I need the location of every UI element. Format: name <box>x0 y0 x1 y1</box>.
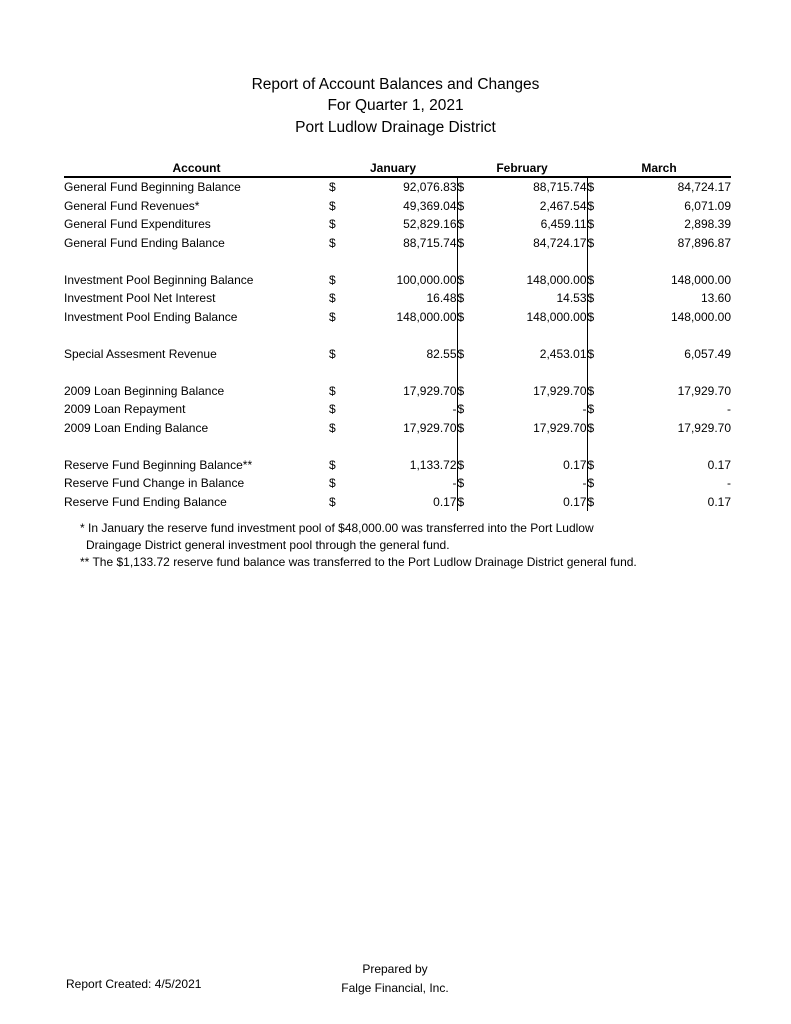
amount-cell: 6,459.11 <box>479 215 587 234</box>
currency-symbol: $ <box>329 309 336 324</box>
account-name: Reserve Fund Ending Balance <box>64 494 227 509</box>
table-row <box>64 271 731 290</box>
footnotes <box>80 520 637 571</box>
currency-symbol: $ <box>329 420 336 435</box>
amount-cell: 52,829.16 <box>349 215 457 234</box>
balances-table <box>64 159 731 511</box>
footnote-1: * In January the reserve fund investment pool of $48,000.00 was transferred into the Port Ludlow <box>80 521 594 535</box>
currency-symbol: $ <box>457 476 465 490</box>
spacer-row <box>64 326 731 345</box>
currency-symbol: $ <box>587 346 595 361</box>
amount-cell: 17,929.70 <box>349 382 457 401</box>
table-row <box>64 419 731 438</box>
amount-cell: 2,453.01 <box>479 345 587 364</box>
amount-cell: 6,057.49 <box>684 346 731 361</box>
amount-cell: 6,071.09 <box>684 198 731 213</box>
table-row <box>64 177 731 197</box>
table-row <box>64 308 731 327</box>
table-row <box>64 197 731 216</box>
currency-symbol: $ <box>457 494 465 509</box>
table-row <box>64 289 731 308</box>
currency-symbol: $ <box>587 235 595 250</box>
amount-cell: 92,076.83 <box>349 177 457 197</box>
currency-symbol: $ <box>457 383 465 398</box>
currency-symbol: $ <box>457 180 465 194</box>
table-row <box>64 474 731 493</box>
currency-symbol: $ <box>329 180 336 194</box>
amount-cell: 17,929.70 <box>349 419 457 438</box>
district-name: Port Ludlow Drainage District <box>295 119 496 136</box>
column-header-account: Account <box>64 159 329 177</box>
currency-symbol: $ <box>329 272 336 287</box>
report-title: Report of Account Balances and Changes <box>251 76 540 93</box>
report-created-date: Report Created: 4/5/2021 <box>66 977 202 991</box>
currency-symbol: $ <box>457 272 465 287</box>
currency-symbol: $ <box>329 476 336 490</box>
currency-symbol: $ <box>457 217 465 231</box>
currency-symbol: $ <box>329 291 336 305</box>
column-header-february: February <box>457 159 587 177</box>
amount-cell: 84,724.17 <box>677 180 731 194</box>
amount-cell: 148,000.00 <box>670 309 731 324</box>
footnote-2: ** The $1,133.72 reserve fund balance was transferred to the Port Ludlow Drainage District general fund. <box>80 555 637 569</box>
amount-cell: 100,000.00 <box>349 271 457 290</box>
amount-cell: 17,929.70 <box>677 383 731 398</box>
table-row <box>64 400 731 419</box>
currency-symbol: $ <box>587 291 595 305</box>
currency-symbol: $ <box>587 494 595 509</box>
amount-cell: 17,929.70 <box>677 420 731 435</box>
amount-cell: 148,000.00 <box>670 272 731 287</box>
amount-cell: 49,369.04 <box>349 197 457 216</box>
amount-cell: - <box>479 474 587 493</box>
amount-cell: 148,000.00 <box>349 308 457 327</box>
amount-cell: 14.53 <box>479 289 587 308</box>
account-name: Reserve Fund Change in Balance <box>64 476 245 490</box>
table-row <box>64 234 731 253</box>
account-name: Reserve Fund Beginning Balance** <box>64 457 253 472</box>
amount-cell: 13.60 <box>700 291 731 305</box>
amount-cell: 2,898.39 <box>684 217 731 231</box>
currency-symbol: $ <box>329 235 336 250</box>
account-name: Investment Pool Net Interest <box>64 291 216 305</box>
amount-cell: 17,929.70 <box>479 382 587 401</box>
currency-symbol: $ <box>329 346 336 361</box>
currency-symbol: $ <box>587 457 595 472</box>
amount-cell: 84,724.17 <box>479 234 587 253</box>
amount-cell: - <box>349 474 457 493</box>
account-name: Special Assesment Revenue <box>64 346 217 361</box>
account-name: Investment Pool Ending Balance <box>64 309 238 324</box>
amount-cell: - <box>727 402 731 416</box>
currency-symbol: $ <box>457 346 465 361</box>
currency-symbol: $ <box>457 457 465 472</box>
amount-cell: 82.55 <box>349 345 457 364</box>
currency-symbol: $ <box>457 235 465 250</box>
amount-cell: 0.17 <box>479 493 587 512</box>
table-header-row <box>64 159 731 177</box>
table-row <box>64 345 731 364</box>
table-row <box>64 215 731 234</box>
amount-cell: 2,467.54 <box>479 197 587 216</box>
table-body <box>64 177 731 511</box>
currency-symbol: $ <box>329 457 336 472</box>
amount-cell: 148,000.00 <box>479 308 587 327</box>
currency-symbol: $ <box>329 402 336 416</box>
account-name: General Fund Revenues* <box>64 198 200 213</box>
currency-symbol: $ <box>587 402 595 416</box>
amount-cell: 0.17 <box>707 494 731 509</box>
amount-cell: - <box>727 476 731 490</box>
amount-cell: - <box>479 400 587 419</box>
table-row <box>64 382 731 401</box>
account-name: Investment Pool Beginning Balance <box>64 272 254 287</box>
amount-cell: 0.17 <box>349 493 457 512</box>
currency-symbol: $ <box>457 420 465 435</box>
currency-symbol: $ <box>457 402 465 416</box>
table-row <box>64 456 731 475</box>
currency-symbol: $ <box>587 309 595 324</box>
currency-symbol: $ <box>587 180 595 194</box>
currency-symbol: $ <box>457 309 465 324</box>
amount-cell: 1,133.72 <box>349 456 457 475</box>
currency-symbol: $ <box>457 198 465 213</box>
account-name: General Fund Ending Balance <box>64 235 225 250</box>
currency-symbol: $ <box>587 217 595 231</box>
amount-cell: 88,715.74 <box>479 177 587 197</box>
preparer-name: Falge Financial, Inc. <box>341 981 449 995</box>
amount-cell: 87,896.87 <box>677 235 731 250</box>
amount-cell: 88,715.74 <box>349 234 457 253</box>
currency-symbol: $ <box>587 383 595 398</box>
account-name: General Fund Beginning Balance <box>64 180 241 194</box>
currency-symbol: $ <box>457 291 465 305</box>
table-row <box>64 493 731 512</box>
prepared-by-label: Prepared by <box>362 962 428 976</box>
amount-cell: 17,929.70 <box>479 419 587 438</box>
currency-symbol: $ <box>329 383 336 398</box>
prepared-by <box>300 960 490 998</box>
column-header-january: January <box>329 159 457 177</box>
footnote-1-continuation: Draingage District general investment pool through the general fund. <box>86 538 450 552</box>
account-name: 2009 Loan Ending Balance <box>64 420 209 435</box>
spacer-row <box>64 437 731 456</box>
currency-symbol: $ <box>329 217 336 231</box>
column-header-march: March <box>587 159 731 177</box>
currency-symbol: $ <box>329 198 336 213</box>
currency-symbol: $ <box>587 476 595 490</box>
amount-cell: - <box>349 400 457 419</box>
account-name: General Fund Expenditures <box>64 217 211 231</box>
report-period: For Quarter 1, 2021 <box>327 97 464 114</box>
currency-symbol: $ <box>587 272 595 287</box>
amount-cell: 16.48 <box>349 289 457 308</box>
spacer-row <box>64 252 731 271</box>
currency-symbol: $ <box>587 420 595 435</box>
currency-symbol: $ <box>587 198 595 213</box>
amount-cell: 148,000.00 <box>479 271 587 290</box>
account-name: 2009 Loan Repayment <box>64 402 186 416</box>
spacer-row <box>64 363 731 382</box>
amount-cell: 0.17 <box>707 457 731 472</box>
account-name: 2009 Loan Beginning Balance <box>64 383 225 398</box>
currency-symbol: $ <box>329 494 336 509</box>
amount-cell: 0.17 <box>479 456 587 475</box>
